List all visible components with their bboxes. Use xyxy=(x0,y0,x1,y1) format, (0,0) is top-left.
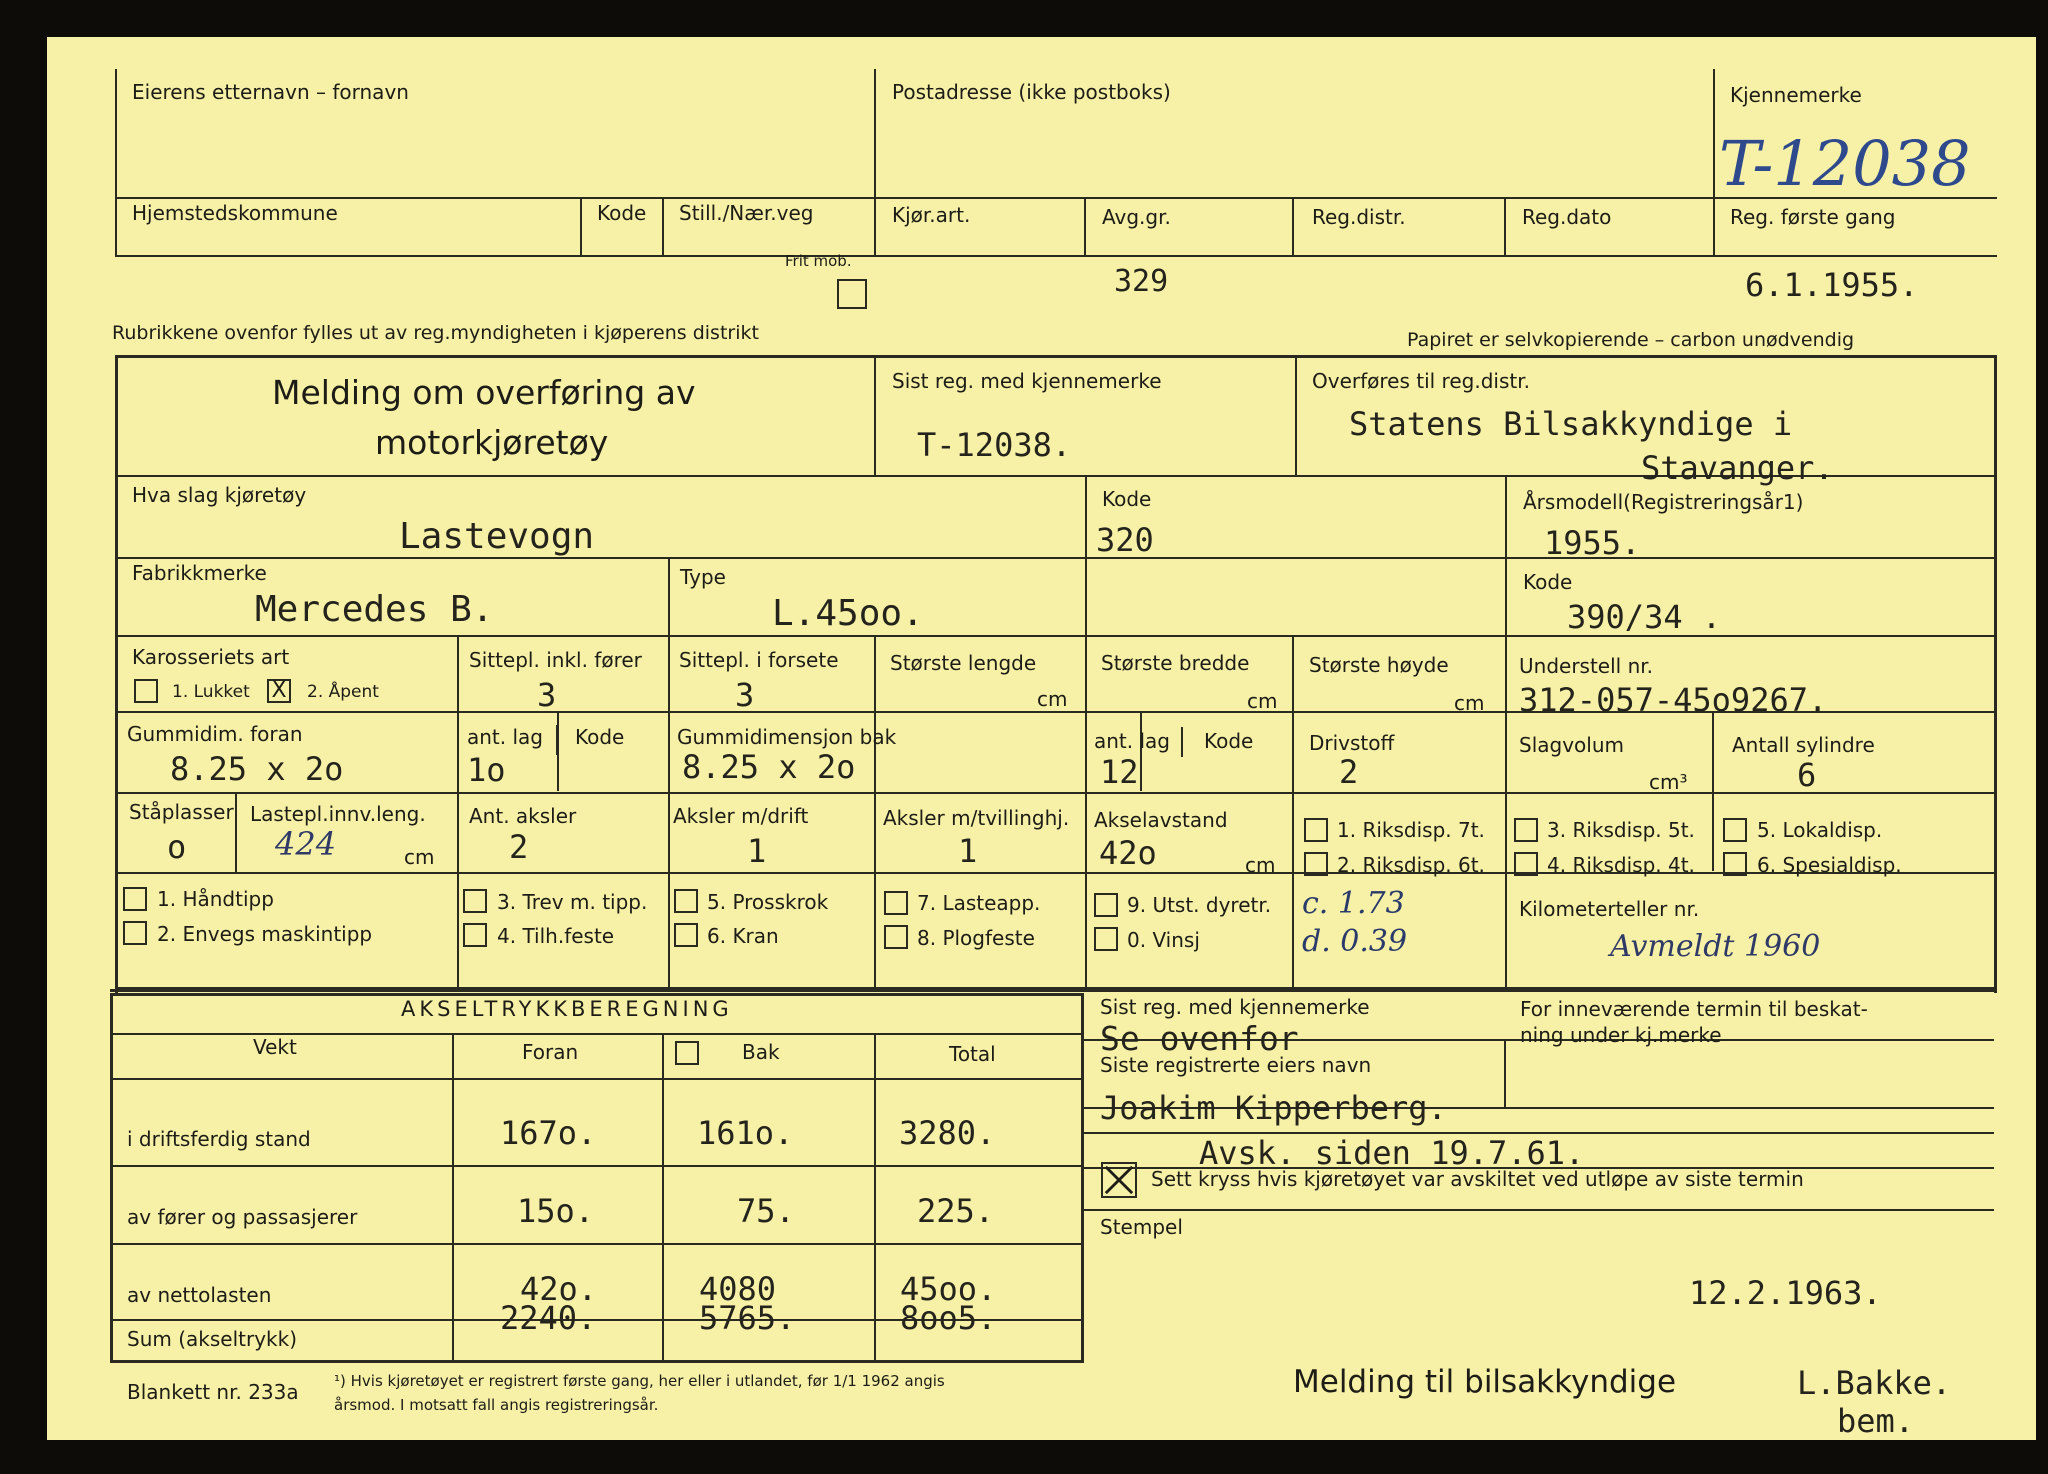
equip-0-checkbox[interactable] xyxy=(1094,927,1118,951)
equip-0-label: 0. Vinsj xyxy=(1127,928,1200,952)
model-year-value: 1955. xyxy=(1544,524,1641,562)
reg-district-label: Reg.distr. xyxy=(1312,205,1406,229)
term-label-line1: For inneværende termin til beskat- xyxy=(1520,997,1868,1021)
disp-2-label: 2. Riksdisp. 6t. xyxy=(1337,853,1485,877)
cylinders-label: Antall sylindre xyxy=(1732,733,1875,757)
disp-4-label: 4. Riksdisp. 4t. xyxy=(1547,853,1695,877)
tyre-rear-label: Gummidimensjon bak xyxy=(677,725,897,749)
chassis-value: 312-057-45o9267. xyxy=(1519,681,1828,719)
height-unit: cm xyxy=(1454,691,1485,715)
make-value: Mercedes B. xyxy=(255,589,494,630)
vehicle-code-label: Kode xyxy=(1102,487,1152,511)
axle-count-label: Ant. aksler xyxy=(469,804,577,828)
form-title-line2: motorkjøretøy xyxy=(375,423,609,462)
tax-group-label: Avg.gr. xyxy=(1102,205,1171,229)
form-number: Blankett nr. 233a xyxy=(127,1380,299,1404)
axle-load-header-weight: Vekt xyxy=(253,1035,297,1059)
front-seats-label: Sittepl. i forsete xyxy=(679,648,839,672)
model-year-label: Årsmodell(Registreringsår1) xyxy=(1523,490,1804,514)
axle-spacing-unit: cm xyxy=(1245,853,1276,877)
axle-load-row-2-front: 15o. xyxy=(517,1192,595,1230)
displacement-unit: cm³ xyxy=(1649,770,1688,794)
footnote-line1: ¹) Hvis kjøretøyet er registrert første gang, her eller i utlandet, før 1/1 1962 angis xyxy=(334,1372,945,1390)
last-reg-label: Sist reg. med kjennemerke xyxy=(892,369,1162,393)
axle-load-sum-rear: 5765. xyxy=(699,1299,796,1337)
body-closed-checkbox[interactable] xyxy=(134,679,158,703)
axle-load-row-2-rear: 75. xyxy=(737,1192,795,1230)
length-label: Største lengde xyxy=(890,651,1037,675)
ply-front-value: 1o xyxy=(467,751,506,789)
axle-count-value: 2 xyxy=(509,828,529,866)
frit-mob-checkbox[interactable] xyxy=(837,279,867,309)
postal-label: Postadresse (ikke postboks) xyxy=(892,80,1171,104)
handwritten-note-1: c. 1.73 xyxy=(1302,886,1405,921)
position-label: Still./Nær.veg xyxy=(679,201,814,225)
stamp-date: 12.2.1963. xyxy=(1689,1274,1882,1312)
equip-9-label: 9. Utst. dyretr. xyxy=(1127,893,1272,917)
municipality-label: Hjemstedskommune xyxy=(132,201,338,225)
make-label: Fabrikkmerke xyxy=(132,561,267,585)
axle-spacing-label: Akselavstand xyxy=(1094,808,1228,832)
message-to-inspectors: Melding til bilsakkyndige xyxy=(1293,1364,1677,1400)
vehicle-type-label: Kjør.art. xyxy=(892,203,971,227)
signature-name: L.Bakke. xyxy=(1797,1364,1952,1402)
registration-card xyxy=(47,37,2036,1440)
check-cross-icon xyxy=(1103,1163,1135,1197)
equip-1-checkbox[interactable] xyxy=(123,887,147,911)
equip-8-checkbox[interactable] xyxy=(884,925,908,949)
disp-6-label: 6. Spesialdisp. xyxy=(1757,853,1902,877)
first-reg-label: Reg. første gang xyxy=(1730,205,1896,229)
tyre-front-label: Gummidim. foran xyxy=(127,722,303,746)
reg-mark-label: Kjennemerke xyxy=(1730,83,1862,107)
fuel-value: 2 xyxy=(1339,753,1359,791)
axle-load-rear-checkbox[interactable] xyxy=(675,1041,699,1065)
axle-load-row-2-label: av fører og passasjerer xyxy=(127,1205,358,1229)
equip-3-checkbox[interactable] xyxy=(463,889,487,913)
disp-6-checkbox[interactable] xyxy=(1723,852,1747,876)
equip-5-checkbox[interactable] xyxy=(674,889,698,913)
equip-7-label: 7. Lasteapp. xyxy=(917,891,1041,915)
code-label: Kode xyxy=(597,201,647,225)
deregistered-checkbox[interactable] xyxy=(1101,1162,1137,1198)
deregistered-note: Avsk. siden 19.7.61. xyxy=(1199,1134,1585,1172)
axle-load-row-2-total: 225. xyxy=(917,1192,995,1230)
tyre-front-code-label: Kode xyxy=(575,725,625,749)
body-closed-label: 1. Lukket xyxy=(172,682,250,702)
vehicle-code-value: 320 xyxy=(1096,521,1154,559)
type-value: L.45oo. xyxy=(772,593,924,634)
standing-label: Ståplasser xyxy=(129,800,234,824)
equip-6-label: 6. Kran xyxy=(707,924,779,948)
equip-8-label: 8. Plogfeste xyxy=(917,926,1035,950)
equip-2-checkbox[interactable] xyxy=(123,921,147,945)
deregistered-label: Sett kryss hvis kjøretøyet var avskiltet ved utløpe av siste termin xyxy=(1151,1167,1804,1191)
to-district-line1: Statens Bilsakkyndige i xyxy=(1349,405,1793,443)
front-seats-value: 3 xyxy=(735,676,755,714)
cylinders-value: 6 xyxy=(1797,756,1817,794)
last-owner-value: Joakim Kipperberg. xyxy=(1100,1089,1447,1127)
equip-2-label: 2. Envegs maskintipp xyxy=(157,922,373,946)
body-label: Karosseriets art xyxy=(132,645,290,669)
displacement-label: Slagvolum xyxy=(1519,733,1624,757)
vehicle-kind-value: Lastevogn xyxy=(399,516,595,557)
twin-axles-value: 1 xyxy=(958,832,978,870)
type-code-value: 390/34 . xyxy=(1567,598,1722,636)
twin-axles-label: Aksler m/tvillinghj. xyxy=(883,806,1070,830)
disp-3-label: 3. Riksdisp. 5t. xyxy=(1547,818,1695,842)
driven-axles-label: Aksler m/drift xyxy=(673,804,809,828)
owner-label: Eierens etternavn – fornavn xyxy=(132,80,409,104)
disp-1-checkbox[interactable] xyxy=(1304,818,1328,842)
tax-group-value: 329 xyxy=(1114,264,1169,299)
vehicle-kind-label: Hva slag kjøretøy xyxy=(132,483,307,507)
equip-7-checkbox[interactable] xyxy=(884,891,908,915)
axle-load-sum-total: 8oo5. xyxy=(900,1299,997,1337)
odometer-label: Kilometerteller nr. xyxy=(1519,897,1700,921)
disp-1-label: 1. Riksdisp. 7t. xyxy=(1337,818,1485,842)
ply-rear-value: 12 xyxy=(1100,753,1139,791)
disp-2-checkbox[interactable] xyxy=(1304,852,1328,876)
signature-title: bem. xyxy=(1837,1402,1915,1440)
equip-6-checkbox[interactable] xyxy=(674,923,698,947)
ply-front-label: ant. lag xyxy=(467,725,543,749)
width-label: Største bredde xyxy=(1101,651,1250,675)
last-reg-value: T-12038. xyxy=(917,426,1072,464)
axle-load-sum-label: Sum (akseltrykk) xyxy=(127,1327,297,1351)
axle-load-title: AKSELTRYKKBEREGNING xyxy=(401,997,733,1021)
ply-rear-label: ant. lag xyxy=(1094,729,1170,753)
axle-load-row-1-rear: 161o. xyxy=(697,1114,794,1152)
axle-load-row-3-front: 42o. xyxy=(520,1270,598,1308)
prev-reg-label: Sist reg. med kjennemerke xyxy=(1100,995,1370,1019)
to-district-label: Overføres til reg.distr. xyxy=(1312,369,1530,393)
load-length-value: 424 xyxy=(275,825,337,863)
body-open-label: 2. Åpent xyxy=(307,682,379,702)
type-label: Type xyxy=(680,565,726,589)
to-district-line2: Stavanger. xyxy=(1641,449,1834,487)
tyre-rear-value: 8.25 x 2o xyxy=(682,748,856,786)
equip-3-label: 3. Trev m. tipp. xyxy=(497,890,648,914)
axle-load-header-front: Foran xyxy=(522,1040,579,1064)
term-label-line2: ning under kj.merke xyxy=(1520,1023,1722,1047)
length-unit: cm xyxy=(1037,687,1068,711)
driven-axles-value: 1 xyxy=(747,832,767,870)
axle-load-row-3-total: 45oo. xyxy=(900,1270,997,1308)
last-owner-label: Siste registrerte eiers navn xyxy=(1100,1053,1372,1077)
width-unit: cm xyxy=(1247,689,1278,713)
disp-5-checkbox[interactable] xyxy=(1723,818,1747,842)
equip-1-label: 1. Håndtipp xyxy=(157,887,274,911)
chassis-label: Understell nr. xyxy=(1519,654,1653,678)
axle-load-row-3-rear: 4080 xyxy=(699,1270,777,1308)
axle-load-row-1-front: 167o. xyxy=(500,1114,597,1152)
reg-date-label: Reg.dato xyxy=(1522,205,1612,229)
equip-9-checkbox[interactable] xyxy=(1094,893,1118,917)
tyre-rear-code-label: Kode xyxy=(1204,729,1254,753)
axle-load-row-3-label: av nettolasten xyxy=(127,1283,272,1307)
note-right: Papiret er selvkopierende – carbon unødvendig xyxy=(1407,329,1855,351)
axle-load-header-total: Total xyxy=(949,1042,996,1066)
seats-label: Sittepl. inkl. fører xyxy=(469,648,642,672)
axle-spacing-value: 42o xyxy=(1099,834,1157,872)
first-reg-value: 6.1.1955. xyxy=(1745,266,1919,304)
load-length-unit: cm xyxy=(404,845,435,869)
body-open-mark: X xyxy=(271,678,287,703)
type-code-label: Kode xyxy=(1523,570,1573,594)
tyre-front-value: 8.25 x 2o xyxy=(170,750,344,788)
disp-4-checkbox[interactable] xyxy=(1514,852,1538,876)
form-title-line1: Melding om overføring av xyxy=(272,373,696,412)
equip-5-label: 5. Prosskrok xyxy=(707,890,829,914)
seats-value: 3 xyxy=(537,676,557,714)
axle-load-row-1-total: 3280. xyxy=(899,1114,996,1152)
stamp-label: Stempel xyxy=(1100,1215,1183,1239)
handwritten-note-2: d. 0.39 xyxy=(1302,924,1408,959)
reg-mark-value: T-12038 xyxy=(1719,127,1971,200)
body-open-checkbox[interactable] xyxy=(267,679,291,703)
fuel-label: Drivstoff xyxy=(1309,731,1395,755)
note-left: Rubrikkene ovenfor fylles ut av reg.myndigheten i kjøperens distrikt xyxy=(112,322,759,344)
axle-load-sum-front: 2240. xyxy=(500,1299,597,1337)
footnote-line2: årsmod. I motsatt fall angis registreringsår. xyxy=(334,1396,659,1414)
equip-4-label: 4. Tilh.feste xyxy=(497,924,615,948)
prev-reg-value: Se ovenfor xyxy=(1100,1019,1299,1058)
standing-value: o xyxy=(167,828,187,866)
equip-4-checkbox[interactable] xyxy=(463,923,487,947)
disp-3-checkbox[interactable] xyxy=(1514,818,1538,842)
height-label: Største høyde xyxy=(1309,653,1449,677)
load-length-label: Lastepl.innv.leng. xyxy=(250,802,426,826)
odometer-value: Avmeldt 1960 xyxy=(1610,929,1821,964)
axle-load-header-rear: Bak xyxy=(742,1040,780,1064)
axle-load-row-1-label: i driftsferdig stand xyxy=(127,1127,311,1151)
disp-5-label: 5. Lokaldisp. xyxy=(1757,818,1883,842)
frit-mob-label: Frit mob. xyxy=(785,252,852,270)
